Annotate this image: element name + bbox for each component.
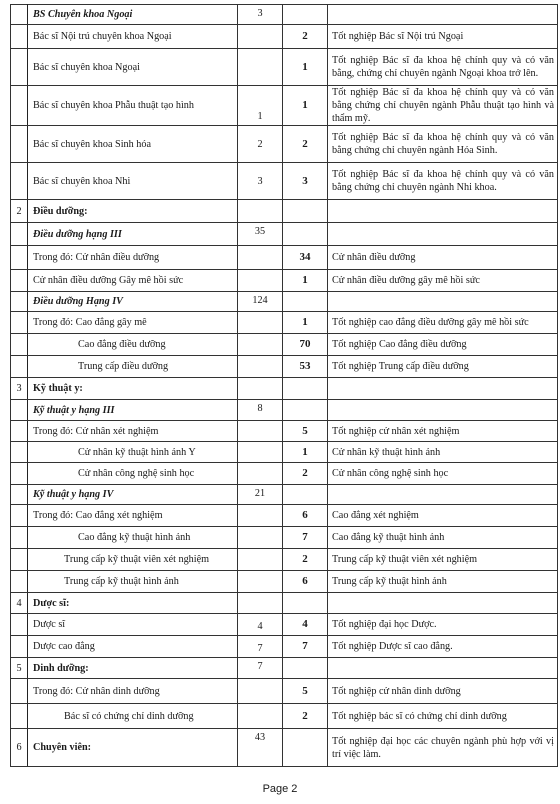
sub-count: 4 [283, 614, 328, 636]
section-row [11, 593, 558, 614]
total-count [238, 312, 283, 334]
table-row [11, 704, 558, 729]
sub-count: 7 [283, 636, 328, 658]
section-row [11, 200, 558, 223]
table-row [11, 270, 558, 292]
grade-row [11, 5, 558, 25]
table-row [11, 49, 558, 86]
sub-count: 2 [283, 126, 328, 163]
total-count [238, 270, 283, 292]
row-number [11, 163, 28, 200]
position-name: Trong đó: Cử nhân dinh dưỡng [28, 679, 238, 704]
staffing-table [10, 4, 558, 767]
position-name: Bác sĩ chuyên khoa Nhi [28, 163, 238, 200]
sub-count [283, 200, 328, 223]
position-name: Bác sĩ Nội trú chuyên khoa Ngoại [28, 25, 238, 49]
position-name: BS Chuyên khoa Ngoại [28, 5, 238, 25]
requirement: Tốt nghiệp cao đẳng điều dưỡng gây mê hồi sức [328, 312, 558, 334]
sub-count [283, 485, 328, 505]
sub-count: 6 [283, 571, 328, 593]
requirement [328, 200, 558, 223]
table-row [11, 679, 558, 704]
table-row [11, 126, 558, 163]
requirement: Cử nhân điều dưỡng [328, 246, 558, 270]
row-number: 6 [11, 729, 28, 767]
position-name: Bác sĩ chuyên khoa Phẫu thuật tạo hình [28, 86, 238, 126]
grade-row [11, 485, 558, 505]
requirement: Tốt nghiệp Bác sĩ đa khoa hệ chính quy và có văn bằng chứng chỉ chuyên ngành Nhi khoa. [328, 163, 558, 200]
total-count [238, 200, 283, 223]
total-count [238, 463, 283, 485]
requirement: Cử nhân điều dưỡng gây mê hồi sức [328, 270, 558, 292]
row-number [11, 246, 28, 270]
table-row [11, 25, 558, 49]
table-row [11, 246, 558, 270]
total-count [238, 527, 283, 549]
requirement [328, 485, 558, 505]
row-number [11, 549, 28, 571]
requirement [328, 292, 558, 312]
requirement: Cử nhân kỹ thuật hình ảnh [328, 442, 558, 463]
position-name: Dinh dưỡng: [28, 658, 238, 679]
table-row [11, 527, 558, 549]
total-count [238, 356, 283, 378]
total-count [238, 246, 283, 270]
table-row [11, 334, 558, 356]
requirement [328, 593, 558, 614]
position-name: Điều dưỡng Hạng IV [28, 292, 238, 312]
sub-count: 2 [283, 704, 328, 729]
row-number [11, 442, 28, 463]
position-name: Trong đó: Cao đẳng gây mê [28, 312, 238, 334]
position-name: Trong đó: Cử nhân điều dưỡng [28, 246, 238, 270]
total-count: 4 [238, 614, 283, 636]
position-name: Trung cấp kỹ thuật hình ảnh [28, 571, 238, 593]
requirement [328, 5, 558, 25]
total-count [238, 505, 283, 527]
requirement: Tốt nghiệp Bác sĩ đa khoa hệ chính quy và có văn bằng chứng chỉ chuyên ngành Phẫu thuật tạo hình và thẩm mỹ. [328, 86, 558, 126]
row-number [11, 463, 28, 485]
total-count [238, 421, 283, 442]
table-row [11, 421, 558, 442]
row-number [11, 527, 28, 549]
row-number [11, 270, 28, 292]
requirement: Tốt nghiệp Bác sĩ Nội trú Ngoại [328, 25, 558, 49]
table-row [11, 549, 558, 571]
row-number [11, 636, 28, 658]
requirement: Tốt nghiệp đại học Dược. [328, 614, 558, 636]
row-number: 4 [11, 593, 28, 614]
sub-count: 7 [283, 527, 328, 549]
total-count: 8 [238, 400, 283, 421]
position-name: Trong đó: Cử nhân xét nghiệm [28, 421, 238, 442]
total-count: 21 [238, 485, 283, 505]
total-count [238, 549, 283, 571]
requirement: Tốt nghiệp bác sĩ có chứng chỉ dinh dưỡng [328, 704, 558, 729]
sub-count: 1 [283, 270, 328, 292]
row-number: 5 [11, 658, 28, 679]
total-count: 7 [238, 658, 283, 679]
position-name: Dược sĩ [28, 614, 238, 636]
sub-count: 70 [283, 334, 328, 356]
sub-count: 3 [283, 163, 328, 200]
total-count [238, 442, 283, 463]
table-row [11, 312, 558, 334]
table-row [11, 163, 558, 200]
row-number [11, 292, 28, 312]
requirement: Cao đẳng xét nghiệm [328, 505, 558, 527]
section-row [11, 378, 558, 400]
total-count: 43 [238, 729, 283, 767]
total-count: 1 [238, 86, 283, 126]
total-count: 3 [238, 163, 283, 200]
position-name: Cử nhân điều dưỡng Gây mê hồi sức [28, 270, 238, 292]
row-number [11, 334, 28, 356]
position-name: Kỹ thuật y hạng IV [28, 485, 238, 505]
requirement [328, 378, 558, 400]
table-row [11, 614, 558, 636]
table-row [11, 86, 558, 126]
sub-count: 5 [283, 679, 328, 704]
grade-row [11, 223, 558, 246]
total-count [238, 25, 283, 49]
sub-count: 1 [283, 442, 328, 463]
row-number [11, 485, 28, 505]
position-name: Kỹ thuật y hạng III [28, 400, 238, 421]
row-number [11, 49, 28, 86]
position-name: Điều dưỡng: [28, 200, 238, 223]
row-number [11, 86, 28, 126]
sub-count: 2 [283, 549, 328, 571]
row-number [11, 571, 28, 593]
row-number [11, 223, 28, 246]
row-number: 3 [11, 378, 28, 400]
row-number [11, 312, 28, 334]
sub-count: 1 [283, 49, 328, 86]
row-number [11, 704, 28, 729]
sub-count: 34 [283, 246, 328, 270]
section-row [11, 729, 558, 767]
position-name: Điều dưỡng hạng III [28, 223, 238, 246]
requirement: Tốt nghiệp Bác sĩ đa khoa hệ chính quy và có văn bằng chứng chỉ chuyên ngành Hóa Sinh. [328, 126, 558, 163]
sub-count [283, 729, 328, 767]
row-number [11, 679, 28, 704]
page-number: Page 2 [262, 783, 298, 795]
requirement: Tốt nghiệp Dược sĩ cao đẳng. [328, 636, 558, 658]
requirement: Tốt nghiệp Bác sĩ đa khoa hệ chính quy và có văn bằng, chứng chỉ chuyên ngành Ngoại khoa trở lên. [328, 49, 558, 86]
row-number: 2 [11, 200, 28, 223]
requirement: Cử nhân công nghệ sinh học [328, 463, 558, 485]
position-name: Chuyên viên: [28, 729, 238, 767]
requirement [328, 223, 558, 246]
sub-count [283, 5, 328, 25]
total-count [238, 571, 283, 593]
table-row [11, 442, 558, 463]
total-count [238, 378, 283, 400]
table-row [11, 356, 558, 378]
table-row [11, 505, 558, 527]
position-name: Cao đẳng điều dưỡng [28, 334, 238, 356]
requirement: Tốt nghiệp đại học các chuyên ngành phù hợp với vị trí việc làm. [328, 729, 558, 767]
sub-count [283, 658, 328, 679]
total-count: 2 [238, 126, 283, 163]
sub-count: 1 [283, 86, 328, 126]
sub-count: 1 [283, 312, 328, 334]
position-name: Dược cao đẳng [28, 636, 238, 658]
row-number [11, 5, 28, 25]
row-number [11, 126, 28, 163]
table-row [11, 571, 558, 593]
table-row [11, 636, 558, 658]
requirement [328, 658, 558, 679]
sub-count [283, 593, 328, 614]
row-number [11, 421, 28, 442]
total-count: 3 [238, 5, 283, 25]
sub-count: 2 [283, 25, 328, 49]
requirement: Tốt nghiệp cử nhân dinh dưỡng [328, 679, 558, 704]
requirement: Tốt nghiệp cử nhân xét nghiệm [328, 421, 558, 442]
position-name: Bác sĩ chuyên khoa Ngoại [28, 49, 238, 86]
position-name: Trong đó: Cao đẳng xét nghiệm [28, 505, 238, 527]
position-name: Cao đẳng kỹ thuật hình ảnh [28, 527, 238, 549]
total-count [238, 593, 283, 614]
requirement: Cao đẳng kỹ thuật hình ảnh [328, 527, 558, 549]
position-name: Dược sĩ: [28, 593, 238, 614]
sub-count: 5 [283, 421, 328, 442]
total-count [238, 704, 283, 729]
table-row [11, 463, 558, 485]
total-count [238, 679, 283, 704]
row-number [11, 505, 28, 527]
position-name: Cử nhân công nghệ sinh học [28, 463, 238, 485]
requirement: Trung cấp kỹ thuật hình ảnh [328, 571, 558, 593]
position-name: Kỹ thuật y: [28, 378, 238, 400]
sub-count: 53 [283, 356, 328, 378]
row-number [11, 614, 28, 636]
total-count: 7 [238, 636, 283, 658]
sub-count [283, 400, 328, 421]
sub-count [283, 223, 328, 246]
grade-row [11, 292, 558, 312]
row-number [11, 25, 28, 49]
requirement: Tốt nghiệp Trung cấp điều dưỡng [328, 356, 558, 378]
total-count: 35 [238, 223, 283, 246]
position-name: Trung cấp điều dưỡng [28, 356, 238, 378]
total-count [238, 49, 283, 86]
row-number [11, 356, 28, 378]
grade-row [11, 400, 558, 421]
requirement: Tốt nghiệp Cao đẳng điều dưỡng [328, 334, 558, 356]
section-row [11, 658, 558, 679]
requirement: Trung cấp kỹ thuật viên xét nghiệm [328, 549, 558, 571]
total-count [238, 334, 283, 356]
position-name: Cử nhân kỹ thuật hình ảnh Y [28, 442, 238, 463]
sub-count: 2 [283, 463, 328, 485]
requirement [328, 400, 558, 421]
position-name: Bác sĩ có chứng chỉ dinh dưỡng [28, 704, 238, 729]
sub-count: 6 [283, 505, 328, 527]
sub-count [283, 292, 328, 312]
position-name: Bác sĩ chuyên khoa Sinh hóa [28, 126, 238, 163]
total-count: 124 [238, 292, 283, 312]
sub-count [283, 378, 328, 400]
position-name: Trung cấp kỹ thuật viên xét nghiệm [28, 549, 238, 571]
row-number [11, 400, 28, 421]
